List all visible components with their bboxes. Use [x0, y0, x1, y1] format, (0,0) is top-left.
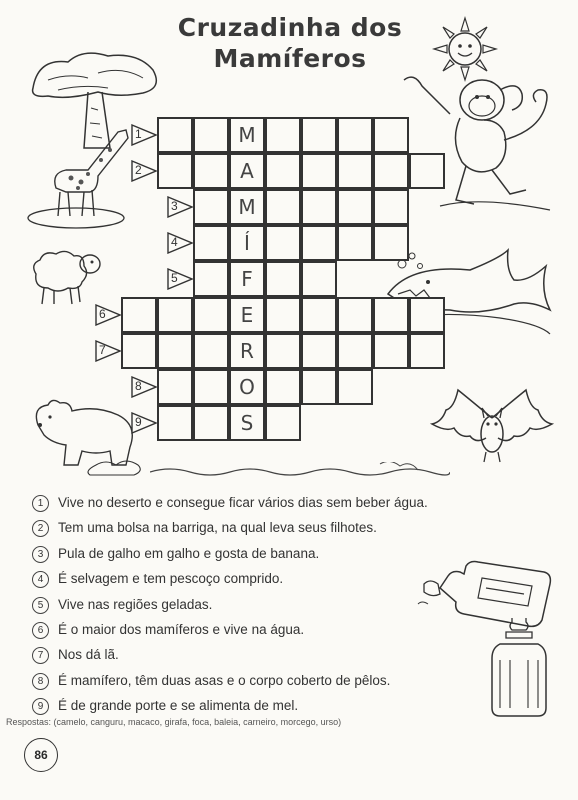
- crossword-cell[interactable]: [121, 333, 157, 369]
- bear-icon: [26, 395, 151, 477]
- crossword-cell[interactable]: [301, 117, 337, 153]
- crossword-key-cell[interactable]: S: [229, 405, 265, 441]
- crossword-key-cell[interactable]: M: [229, 117, 265, 153]
- crossword-cell[interactable]: [337, 225, 373, 261]
- crossword-cell[interactable]: [373, 333, 409, 369]
- clue-item: [32, 619, 502, 644]
- crossword-cell[interactable]: [157, 297, 193, 333]
- clue-text: Vive no deserto e consegue ficar vários dias sem beber água.: [58, 495, 428, 510]
- crossword-cell[interactable]: [301, 153, 337, 189]
- bat-icon: [428, 388, 556, 470]
- crossword-cell[interactable]: [265, 117, 301, 153]
- crossword-cell[interactable]: [121, 297, 157, 333]
- crossword-cell[interactable]: [157, 117, 193, 153]
- clue-number: 6: [32, 622, 49, 639]
- crossword-cell[interactable]: [193, 189, 229, 225]
- crossword-cell[interactable]: [301, 369, 337, 405]
- clue-number-label: 3: [171, 199, 178, 213]
- crossword-cell[interactable]: [373, 189, 409, 225]
- crossword-cell[interactable]: [265, 369, 301, 405]
- clue-number: 2: [32, 520, 49, 537]
- clue-number-label: 7: [99, 343, 106, 357]
- crossword-cell[interactable]: [157, 333, 193, 369]
- crossword-cell[interactable]: [337, 189, 373, 225]
- clue-list: [32, 492, 502, 721]
- clue-text: É selvagem e tem pescoço comprido.: [58, 571, 284, 587]
- clue-number-arrow: [131, 124, 157, 146]
- clue-item: [32, 517, 502, 542]
- clue-number: 3: [32, 546, 49, 563]
- giraffe-icon: [26, 118, 136, 230]
- crossword-cell[interactable]: [337, 333, 373, 369]
- clue-number: 4: [32, 571, 49, 588]
- clue-text: É o maior dos mamíferos e vive na água.: [58, 621, 305, 637]
- clue-item: [32, 594, 502, 619]
- clue-number-arrow: [131, 160, 157, 182]
- crossword-cell[interactable]: [409, 333, 445, 369]
- crossword-cell[interactable]: [337, 117, 373, 153]
- crossword-cell[interactable]: [301, 261, 337, 297]
- crossword-cell[interactable]: [193, 117, 229, 153]
- clue-number-arrow: [131, 412, 157, 434]
- crossword-key-cell[interactable]: E: [229, 297, 265, 333]
- crossword-cell[interactable]: [193, 333, 229, 369]
- clue-number-label: 2: [135, 163, 142, 177]
- crossword-key-cell[interactable]: M: [229, 189, 265, 225]
- clue-number-arrow: [167, 196, 193, 218]
- crossword-key-cell[interactable]: R: [229, 333, 265, 369]
- crossword-cell[interactable]: [265, 189, 301, 225]
- crossword-cell[interactable]: [409, 153, 445, 189]
- crossword-cell[interactable]: [193, 153, 229, 189]
- crossword-key-cell[interactable]: Í: [229, 225, 265, 261]
- crossword-cell[interactable]: [265, 405, 301, 441]
- clue-number: 7: [32, 647, 49, 664]
- crossword-cell[interactable]: [265, 153, 301, 189]
- clue-number: 8: [32, 673, 49, 690]
- crossword-cell[interactable]: [301, 333, 337, 369]
- clue-number-arrow: [167, 268, 193, 290]
- crossword-cell[interactable]: [265, 333, 301, 369]
- crossword-cell[interactable]: [373, 117, 409, 153]
- crossword-cell[interactable]: [373, 225, 409, 261]
- answers-label: Respostas: (camelo, canguru, macaco, girafa, foca, baleia, carneiro, morcego, urso): [6, 717, 342, 727]
- crossword-cell[interactable]: [265, 297, 301, 333]
- crossword-cell[interactable]: [301, 189, 337, 225]
- clue-number-arrow: [167, 232, 193, 254]
- crossword-cell[interactable]: [265, 225, 301, 261]
- crossword-cell[interactable]: [193, 297, 229, 333]
- title-line-2: Mamíferos: [213, 44, 367, 73]
- clue-number-arrow: [131, 376, 157, 398]
- crossword-cell[interactable]: [157, 405, 193, 441]
- page-title: [150, 12, 430, 74]
- clue-text: Vive nas regiões geladas.: [58, 596, 213, 612]
- clue-number-arrow: [95, 340, 121, 362]
- clue-text: É mamífero, têm duas asas e o corpo coberto de pêlos.: [58, 672, 391, 688]
- clue-number-label: 1: [135, 127, 142, 141]
- clue-number-label: 9: [135, 415, 142, 429]
- crossword-cell[interactable]: [337, 297, 373, 333]
- clue-number: 5: [32, 597, 49, 614]
- crossword-cell[interactable]: [301, 297, 337, 333]
- crossword-cell[interactable]: [337, 153, 373, 189]
- clue-number-label: 8: [135, 379, 142, 393]
- crossword-cell[interactable]: [409, 297, 445, 333]
- clue-item: [32, 644, 502, 669]
- crossword-cell[interactable]: [373, 153, 409, 189]
- crossword-cell[interactable]: [157, 153, 193, 189]
- crossword-cell[interactable]: [157, 369, 193, 405]
- crossword-cell[interactable]: [193, 369, 229, 405]
- crossword-cell[interactable]: [193, 261, 229, 297]
- sheep-icon: [26, 244, 106, 308]
- crossword-cell[interactable]: [337, 369, 373, 405]
- monkey-icon: [400, 70, 560, 220]
- crossword-cell[interactable]: [301, 225, 337, 261]
- clue-number: 9: [32, 698, 49, 715]
- crossword-cell[interactable]: [193, 225, 229, 261]
- clue-item: [32, 670, 502, 695]
- crossword-key-cell[interactable]: F: [229, 261, 265, 297]
- clue-number-label: 4: [171, 235, 178, 249]
- clue-number-arrow: [95, 304, 121, 326]
- clue-text: É de grande porte e se alimenta de mel.: [58, 698, 299, 714]
- clue-text: Nos dá lã.: [58, 647, 119, 663]
- clue-number-label: 6: [99, 307, 106, 321]
- crossword-cell[interactable]: [373, 297, 409, 333]
- page-number: 86: [24, 738, 58, 772]
- crossword-key-cell[interactable]: O: [229, 369, 265, 405]
- clue-text: Tem uma bolsa na barriga, na qual leva seus filhotes.: [58, 520, 377, 536]
- clue-number: 1: [32, 495, 49, 512]
- title-line-1: Cruzadinha dos: [177, 13, 403, 42]
- clue-item: [32, 543, 502, 568]
- crossword-cell[interactable]: [193, 405, 229, 441]
- clue-item: [32, 492, 502, 517]
- clue-text: Pula de galho em galho e gosta de banana.: [58, 545, 320, 561]
- crossword-key-cell[interactable]: A: [229, 153, 265, 189]
- clue-item: [32, 568, 502, 593]
- clue-number-label: 5: [171, 271, 178, 285]
- crossword-cell[interactable]: [265, 261, 301, 297]
- ground-line: [150, 462, 450, 482]
